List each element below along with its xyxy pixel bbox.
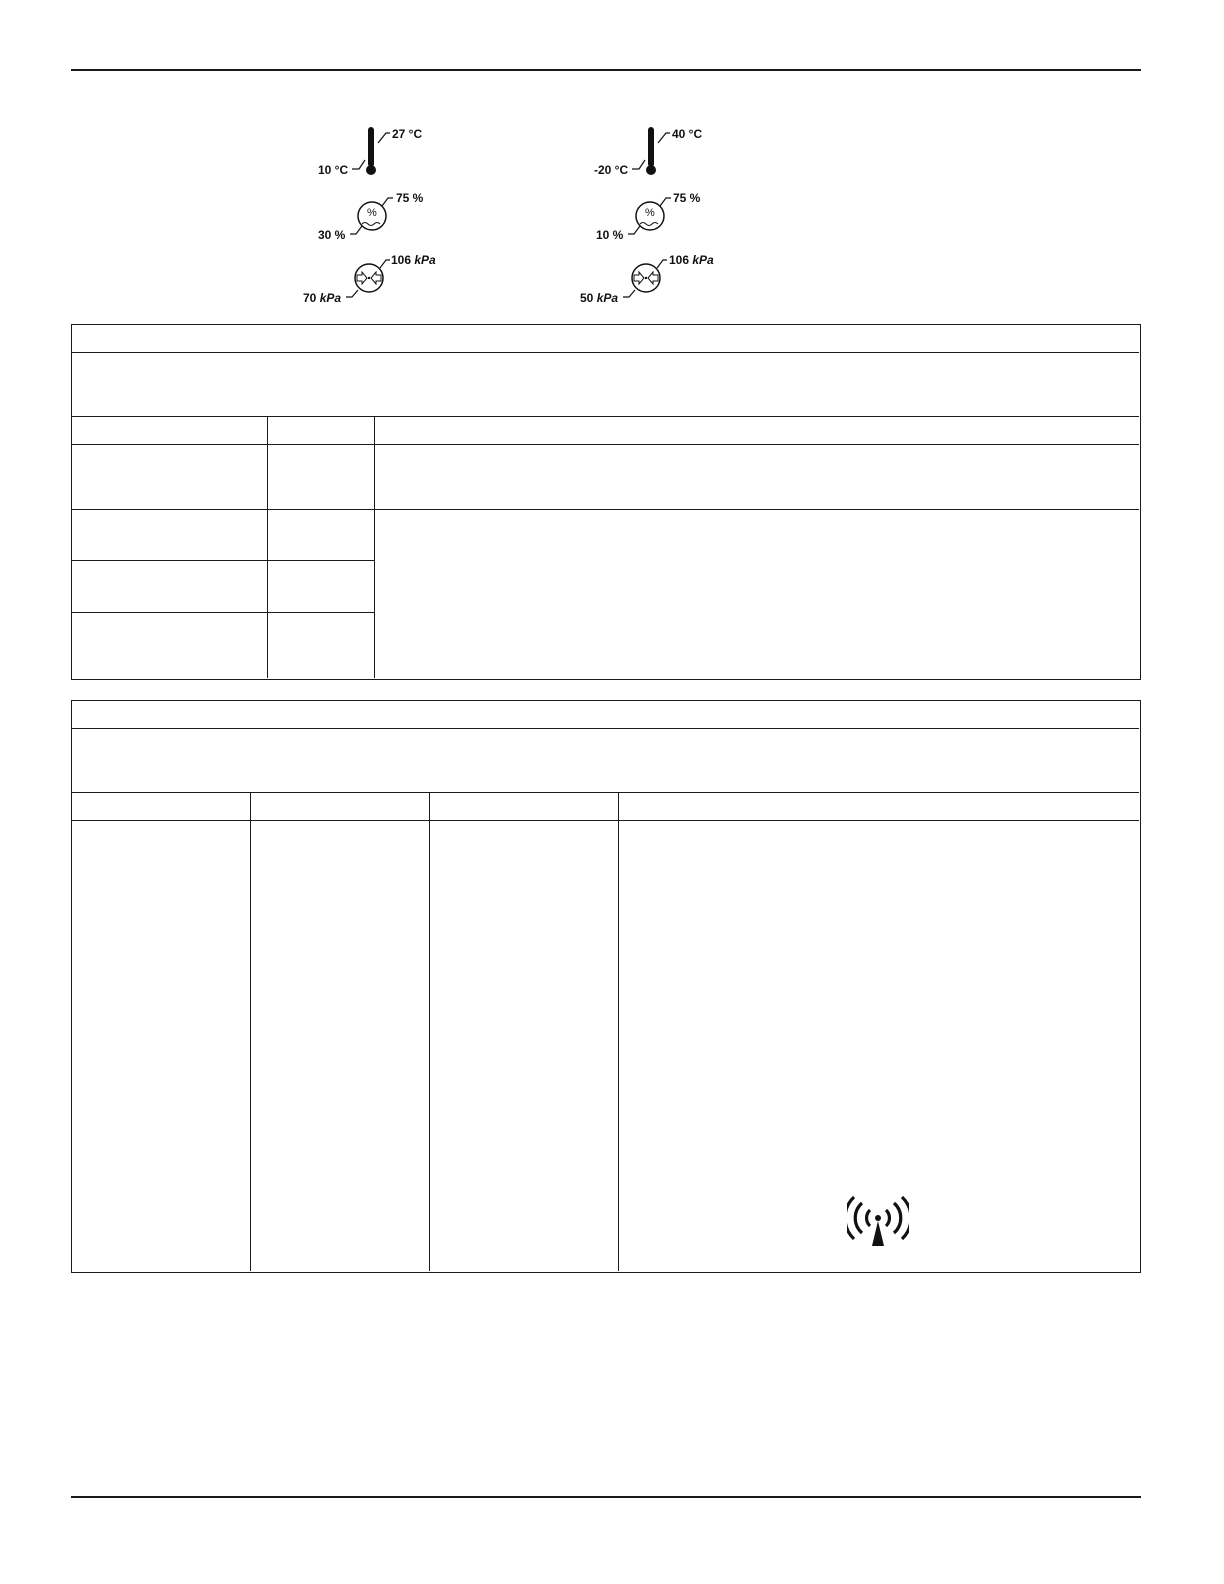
table-2-title-divider (72, 728, 1139, 729)
operating-temperature-symbol (318, 127, 422, 177)
table-1-header-divider (72, 416, 1139, 417)
operating-temp-low: 10 °C (318, 163, 349, 177)
table-1-column-divider (267, 416, 268, 678)
humidity-icon (636, 202, 664, 230)
table-2-row-divider (72, 820, 1139, 821)
humidity-icon (358, 202, 386, 230)
table-1-column-divider (374, 416, 375, 678)
svg-text:%: % (367, 207, 377, 219)
table-2-column-divider (250, 792, 251, 1271)
table-2-column-divider (429, 792, 430, 1271)
atmospheric-pressure-icon (355, 264, 383, 292)
thermometer-icon (646, 127, 656, 175)
atmospheric-pressure-icon (632, 264, 660, 292)
storage-humidity-symbol (596, 191, 701, 242)
storage-humidity-low: 10 % (596, 228, 624, 242)
storage-temp-low: -20 °C (594, 163, 629, 177)
operating-humidity-low: 30 % (318, 228, 346, 242)
table-1-row-divider (72, 509, 1139, 510)
operating-humidity-high: 75 % (396, 191, 424, 205)
footer-rule (71, 1496, 1141, 1498)
storage-temperature-symbol (594, 127, 702, 177)
table-2-column-divider (618, 792, 619, 1271)
storage-pressure-high: 106 kPa (669, 253, 714, 267)
storage-temp-high: 40 °C (672, 127, 703, 141)
table-2-header-divider (72, 792, 1139, 793)
operating-pressure-symbol (303, 253, 436, 305)
operating-pressure-low: 70 kPa (303, 291, 342, 305)
operating-pressure-high: 106 kPa (391, 253, 436, 267)
table-2 (71, 700, 1141, 1273)
svg-text:%: % (645, 207, 655, 219)
environmental-symbols (0, 0, 1224, 320)
table-1-row-divider (72, 560, 374, 561)
non-ionizing-radiation-icon (847, 1194, 909, 1246)
operating-temp-high: 27 °C (392, 127, 423, 141)
storage-pressure-symbol (580, 253, 714, 305)
table-1-row-divider (72, 612, 374, 613)
operating-humidity-symbol (318, 191, 424, 242)
storage-pressure-low: 50 kPa (580, 291, 619, 305)
table-1-title-divider (72, 352, 1139, 353)
table-1 (71, 324, 1141, 680)
thermometer-icon (366, 127, 376, 175)
table-1-row-divider (72, 444, 1139, 445)
storage-humidity-high: 75 % (673, 191, 701, 205)
